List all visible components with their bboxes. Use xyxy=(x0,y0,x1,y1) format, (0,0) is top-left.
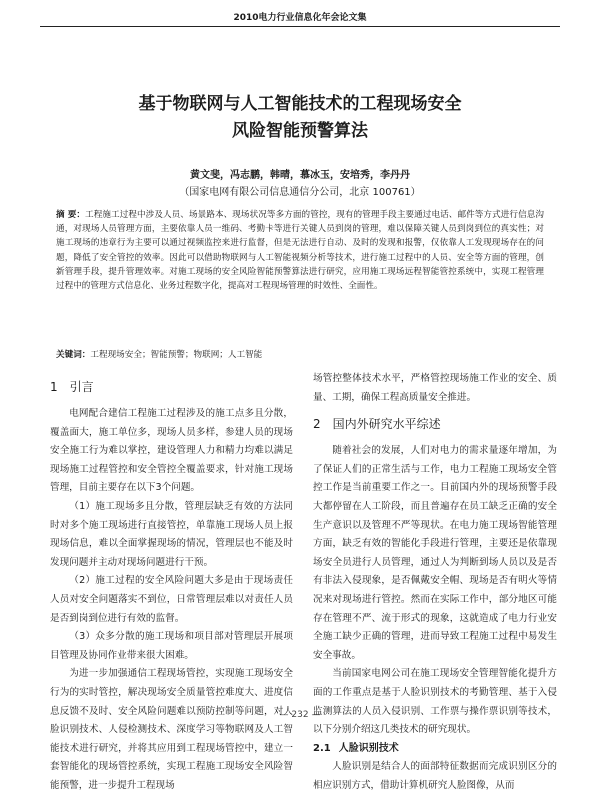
author-list: 黄文斐，冯志鹏，韩晴，慕冰玉，安培秀，李丹丹 xyxy=(190,170,410,181)
right-column xyxy=(313,370,557,795)
paragraph: 当前国家电网公司在施工现场安全管理智能化提升方面的工作重点是基于人脸识别技术的考勤管理、基于入侵监测算法的人员入侵识别、工作票与操作票识别等技术，以下分别介绍这几类技术的研究现状。 xyxy=(313,668,557,736)
paragraph: 为进一步加强通信工程现场管控，实现施工现场安全行为的实时管控，解决现场安全质量管控难度大、进度信息反馈不及时、安全风险问题难以预防控制等问题，对人脸识别技术、人侵检测技术、深度学习等物联网及人工智能技术进行研究，并将其应用到工程现场管控中，建立一套智能化的现场管控系统，实现工程施工现场安全风险智能预警，进一步提升工程现场 xyxy=(50,668,293,791)
subsection-heading-2-1 xyxy=(313,740,557,759)
subsection-title: 人脸识别技术 xyxy=(338,742,399,754)
running-title: 2010电力行业信息化年会论文集 xyxy=(233,13,367,23)
running-header xyxy=(40,10,560,27)
paragraph: 随着社会的发展，人们对电力的需求量逐年增加，为了保证人们的正常生活与工作，电力工程施工现场安全管控工作是当前重要工作之一。目前国内外的现场预警手段大都停留在人工阶段，而且普遍存在员工缺乏正确的安全生产意识以及管理不严等现状。在电力施工现场智能管理方面，缺乏有效的智能化手段进行管理，主要还是依靠现场安全员进行人员管理，通过人为判断到场人员以及是否有非法入侵现象，是否佩戴安全帽、现场是否有明火等情况来对现场进行管控。然而在实际工作中，部分地区可能存在管理不严、流于形式的现象，这就造成了电力行业安全施工缺少正确的管理，进而导致工程施工过程中易发生安全事故。 xyxy=(313,445,557,661)
section-number: 1 xyxy=(50,380,58,394)
keywords-text: 工程现场安全；智能预警；物联网；人工智能 xyxy=(90,350,263,360)
paragraph: （3）众多分散的施工现场和项目部对管理层开展项目管理及协同作业带来很大困难。 xyxy=(50,631,293,661)
abstract-label: 摘 要： xyxy=(56,210,86,220)
paper-title-line-2: 风险智能预警算法 xyxy=(232,121,368,141)
paragraph-continued: 场管控整体技术水平，严格管控现场施工作业的安全、质量、工期，确保工程高质量安全推进。 xyxy=(313,373,557,403)
section-heading-2 xyxy=(313,414,557,434)
paragraph: 电网配合建信工程施工过程涉及的施工点多且分散，覆盖面大，施工单位多，现场人员多样，参建人员的现场安全施工行为难以掌控，建设管理人力和精力均难以满足现场施工过程管控和安全管控全覆盖要求，针对施工现场管理，目前主要存在以下3个问题。 xyxy=(50,408,293,494)
keywords xyxy=(56,348,544,362)
section-heading-1 xyxy=(50,377,293,397)
keywords-label: 关键词： xyxy=(56,350,91,360)
section-number: 2 xyxy=(313,417,321,432)
abstract xyxy=(56,208,544,293)
section-title: 国内外研究水平综述 xyxy=(332,417,441,432)
left-column xyxy=(50,370,293,795)
page-number: — 232 — xyxy=(279,710,321,720)
abstract-text: 工程施工过程中涉及人员、场景路本、现场状况等多方面的管控，现有的管理手段主要通过电话、邮件等方式进行信息沟通，对现场人员管理方面，主要依靠人员一维码、考勤卡等进行关键人员到岗的管理，难以保障关键人员到岗到位的真实性；对施工现场的违章行为主要可以通过视频监控来进行监督，但是无法进行自动、及时的发现和报警，仅依靠人工发现现场存在的问题，降低了安全管控的效率。因此可以借助物联网与人工智能视频分析等技术，进行施工过程中的人员、安全等方面的管理，创新管理手段，提升管理效率。对施工现场的安全风险智能预警算法进行研究，应用施工现场远程智能管控系统中，实现工程管理过程中的管理方式信息化、业务过程数字化，提高对工程现场管理的时效性、全面性。 xyxy=(56,210,544,292)
paragraph: （2）施工过程的安全风险问题大多是由于现场责任人员对安全问题落实不到位，日常管理层难以对责任人员是否到岗到位进行有效的监督。 xyxy=(50,575,293,624)
paper-title-line-1: 基于物联网与人工智能技术的工程现场安全 xyxy=(138,94,462,114)
paragraph: （1）施工现场多且分散，管理层缺乏有效的方法同时对多个施工现场进行直接管控，单靠施工现场人员上报现场信息，难以全面掌握现场的情况，管理层也不能及时发现问题并主动对现场问题进行干预。 xyxy=(50,500,293,568)
subsection-number: 2.1 xyxy=(313,742,331,754)
section-title: 引言 xyxy=(69,380,94,394)
paragraph: 人脸识别是结合人的面部特征数据而完成识别区分的相应识别方式，借助计算机研究人脸图像，从而 xyxy=(313,761,557,791)
affiliation: （国家电网有限公司信息通信分公司，北京 100761） xyxy=(179,187,421,198)
